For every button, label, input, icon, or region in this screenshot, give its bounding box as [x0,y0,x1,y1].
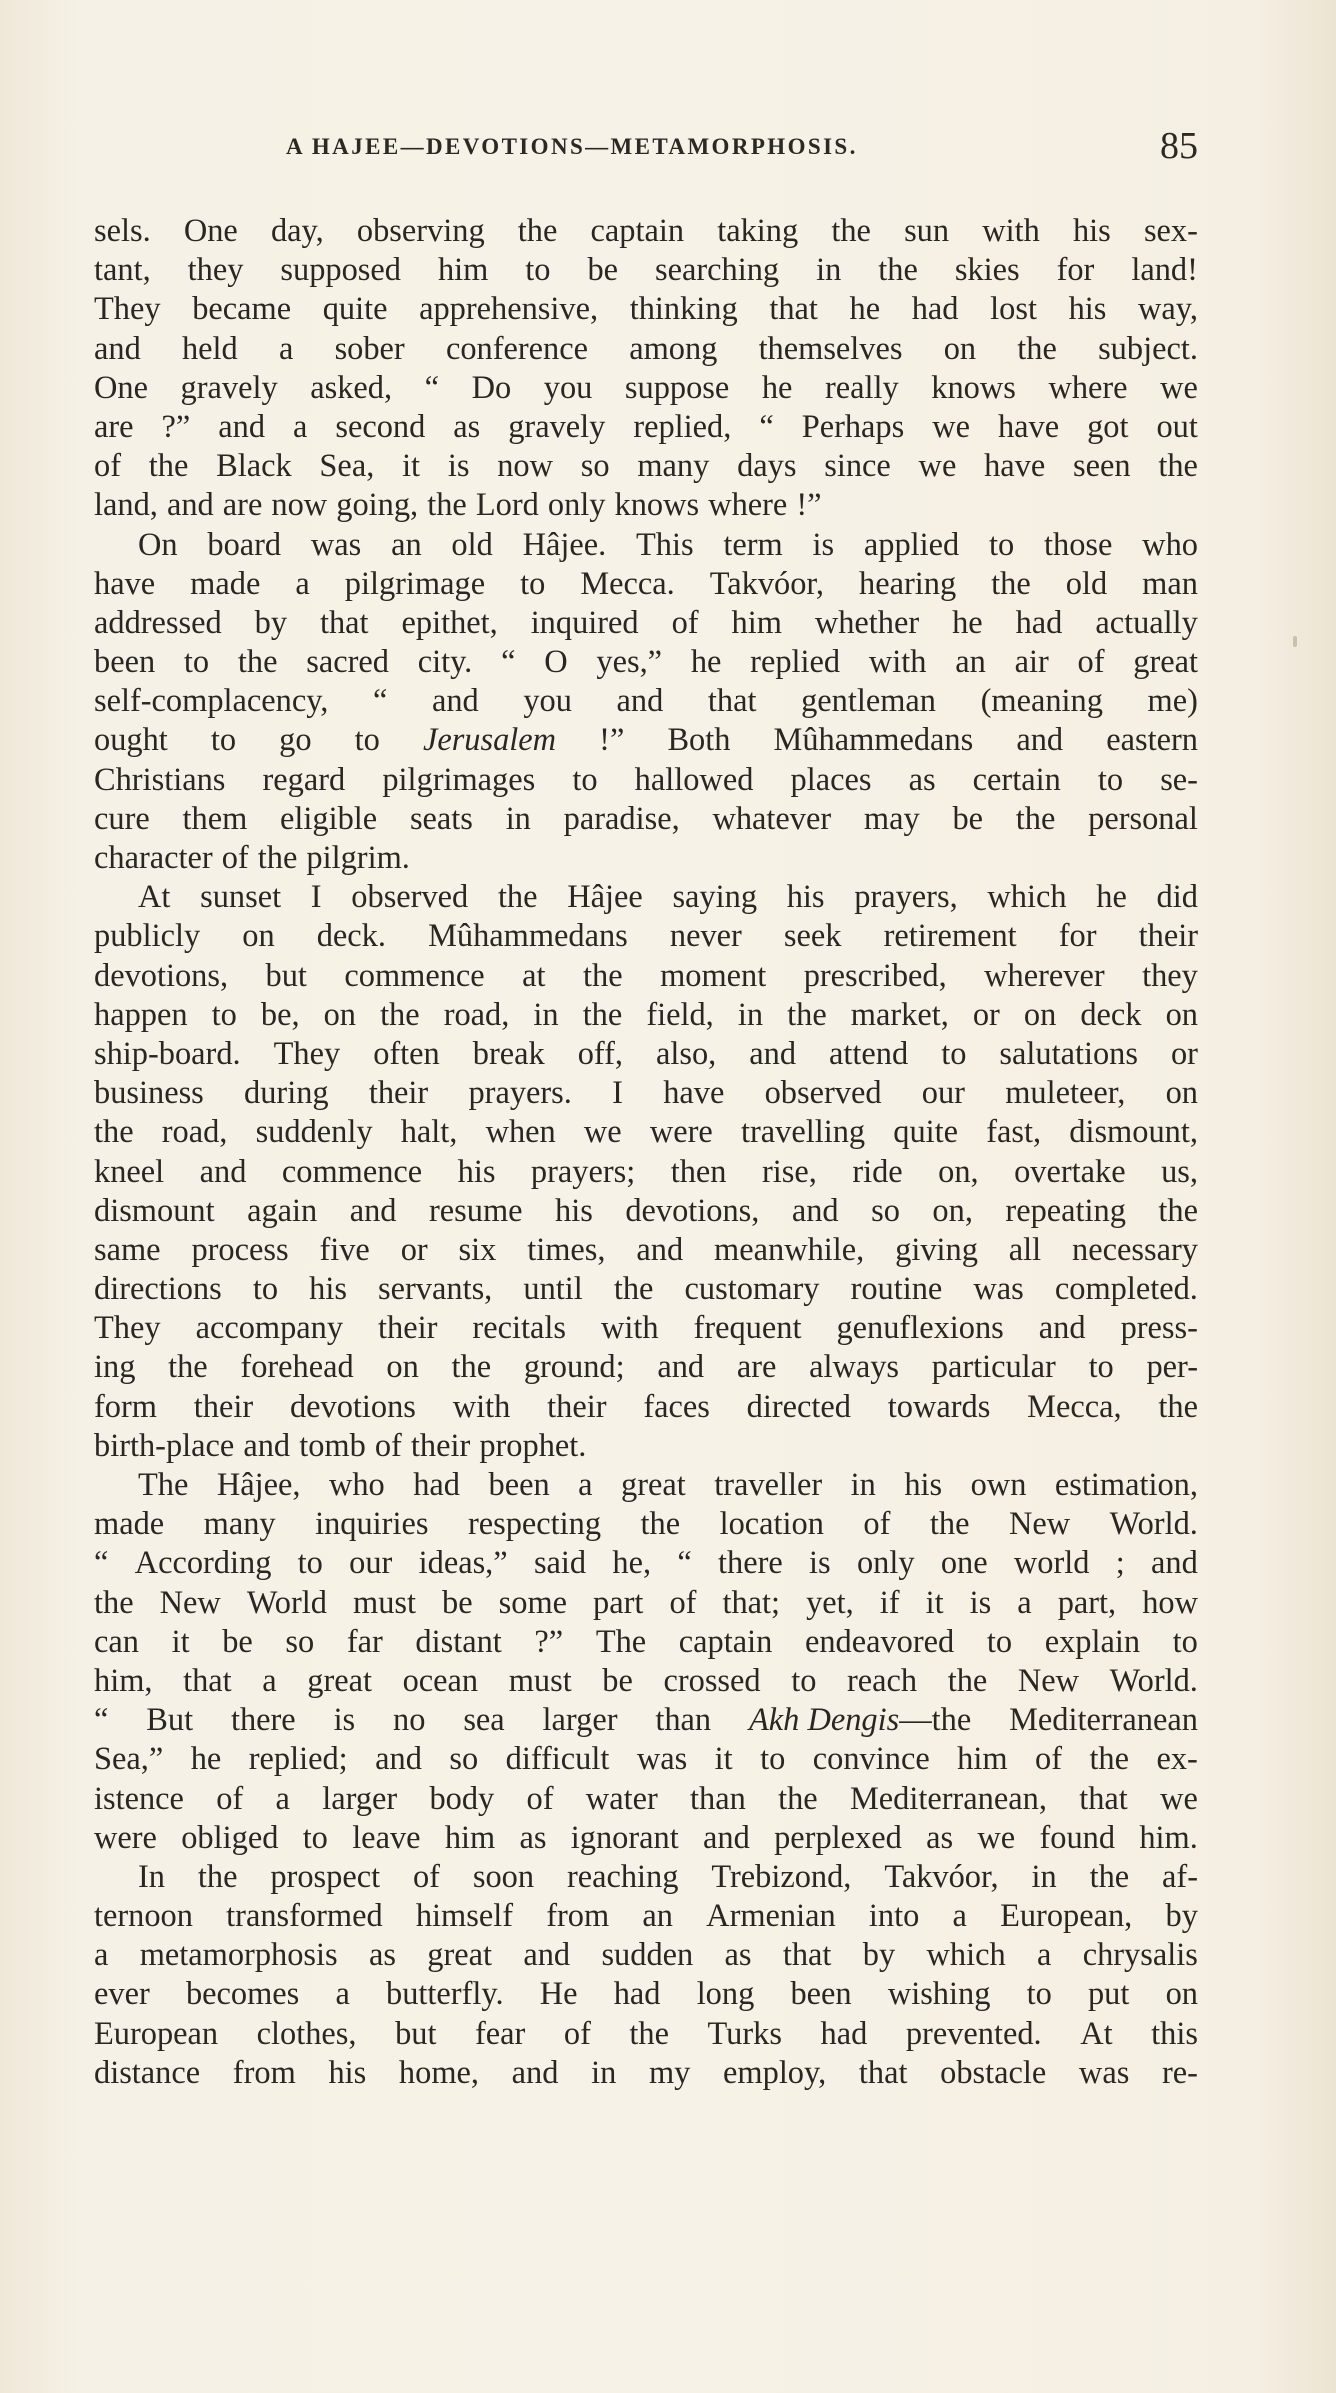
text-line: form their devotions with their faces directed towards Mecca, the [94,1388,1198,1425]
text-line: They became quite apprehensive, thinking that he had lost his way, [94,291,1198,328]
text-line: happen to be, on the road, in the field, in the market, or on deck on [94,996,1198,1033]
text-line: the road, suddenly halt, when we were travelling quite fast, dismount, [94,1114,1198,1151]
text-line: business during their prayers. I have observed our muleteer, on [94,1075,1198,1112]
running-head: A HAJEE—DEVOTIONS—METAMORPHOSIS. [286,134,858,159]
text-line: same process five or six times, and meanwhile, giving all necessary [94,1231,1198,1268]
text-line: self-complacency, “ and you and that gentleman (meaning me) [94,683,1198,720]
text-line: were obliged to leave him as ignorant and perplexed as we found him. [94,1819,1198,1856]
text-line: character of the pilgrim. [94,840,410,876]
page-number: 85 [1160,125,1198,167]
text-line: distance from his home, and in my employ, that obstacle was re- [94,2054,1198,2091]
text-line: They accompany their recitals with frequent genuflexions and press- [94,1310,1198,1347]
text-line: the New World must be some part of that; yet, if it is a part, how [94,1584,1198,1621]
text-line: publicly on deck. Mûhammedans never seek retirement for their [94,918,1198,955]
page-header [94,124,1198,174]
text-line: The Hâjee, who had been a great traveller in his own estimation, [138,1467,1198,1503]
text-line: ing the forehead on the ground; and are always particular to per- [94,1349,1198,1386]
text-line: and held a sober conference among themselves on the subject. [94,330,1198,367]
text-line: tant, they supposed him to be searching in the skies for land! [94,252,1198,289]
text-line: land, and are now going, the Lord only knows where !” [94,487,822,524]
text-line: ever becomes a butterfly. He had long been wishing to put on [94,1976,1198,2013]
text-line: European clothes, but fear of the Turks had prevented. At this [94,2015,1198,2052]
text-line: birth-place and tomb of their prophet. [94,1427,587,1464]
text-line: At sunset I observed the Hâjee saying his prayers, which he did [138,879,1198,916]
text-line: dismount again and resume his devotions, and so on, repeating the [94,1192,1198,1229]
text-line: kneel and commence his prayers; then rise, ride on, overtake us, [94,1153,1198,1190]
text-line: ought to go to Jerusalem !” Both Mûhammedans and eastern [94,722,1198,759]
text-line: have made a pilgrimage to Mecca. Takvóor, hearing the old man [94,565,1198,602]
margin-speck [1293,636,1297,647]
text-line: “ According to our ideas,” said he, “ there is only one world ; and [94,1545,1198,1582]
text-line: ship-board. They often break off, also, and attend to salutations or [94,1035,1198,1072]
text-line: One gravely asked, “ Do you suppose he really knows where we [94,369,1198,406]
text-line: addressed by that epithet, inquired of him whether he had actually [94,604,1198,641]
text-line: a metamorphosis as great and sudden as that by which a chrysalis [94,1937,1198,1974]
text-line: ternoon transformed himself from an Armenian into a European, by [94,1898,1198,1935]
text-line: of the Black Sea, it is now so many days since we have seen the [94,448,1198,485]
text-line: Christians regard pilgrimages to hallowed places as certain to se- [94,761,1198,798]
text-line: On board was an old Hâjee. This term is applied to those who [138,526,1198,563]
text-line: made many inquiries respecting the location of the New World. [94,1506,1198,1543]
text-line: can it be so far distant ?” The captain endeavored to explain to [94,1623,1198,1660]
text-line: been to the sacred city. “ O yes,” he replied with an air of great [94,644,1198,681]
text-line: “ But there is no sea larger than Akh Dengis—the Mediterranean [94,1702,1198,1739]
text-line: cure them eligible seats in paradise, whatever may be the personal [94,800,1198,837]
text-line: In the prospect of soon reaching Trebizond, Takvóor, in the af- [138,1858,1198,1895]
text-line: are ?” and a second as gravely replied, “ Perhaps we have got out [94,408,1198,445]
text-line: directions to his servants, until the customary routine was completed. [94,1271,1198,1308]
text-line: him, that a great ocean must be crossed to reach the New World. [94,1662,1198,1699]
body-text [94,212,1198,2093]
text-line: sels. One day, observing the captain taking the sun with his sex- [94,213,1198,249]
text-line: Sea,” he replied; and so difficult was it to convince him of the ex- [94,1741,1198,1778]
text-line: devotions, but commence at the moment prescribed, wherever they [94,957,1198,994]
text-line: istence of a larger body of water than the Mediterranean, that we [94,1780,1198,1817]
